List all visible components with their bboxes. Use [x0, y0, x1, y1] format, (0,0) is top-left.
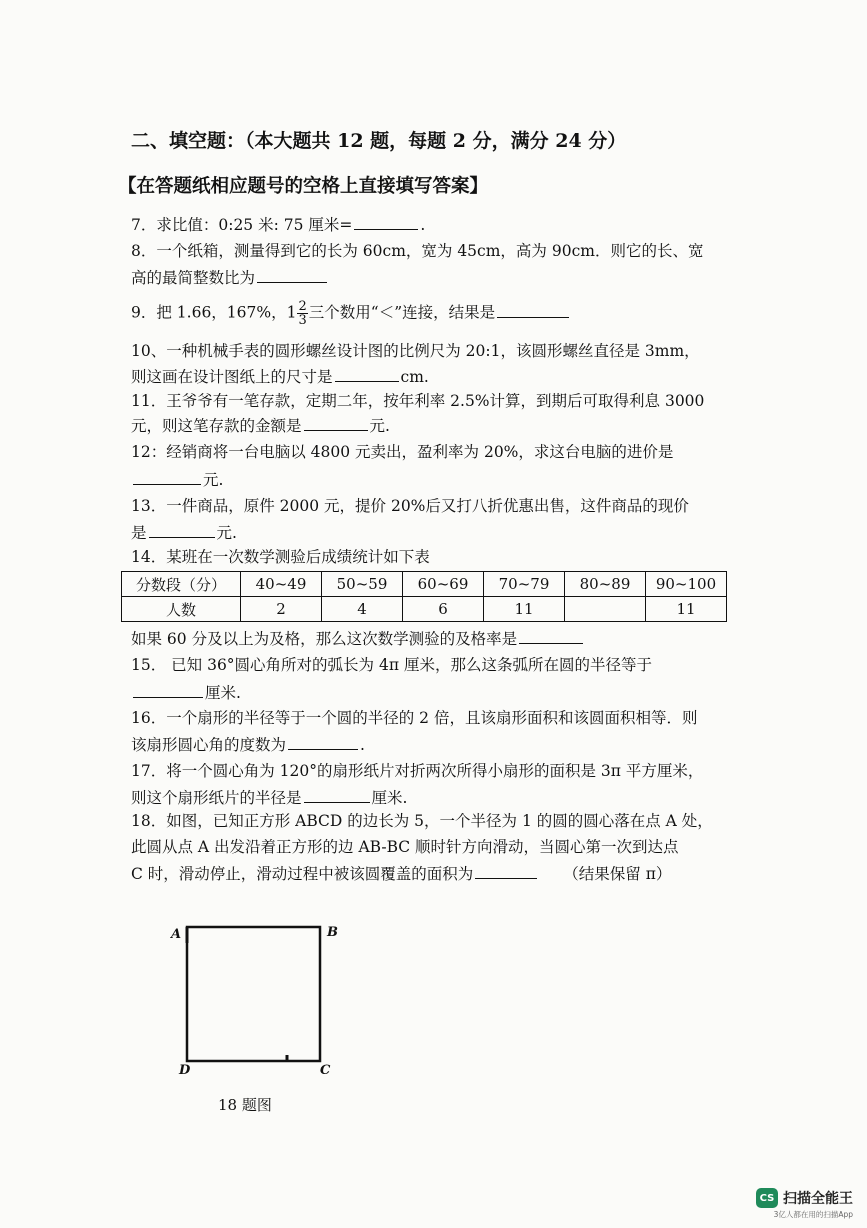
question-12-line1: 12：经销商将一台电脑以 4800 元卖出，盈利率为 20%，求这台电脑的进价是 [131, 443, 674, 461]
answer-blank [133, 681, 203, 698]
square-abcd [187, 927, 320, 1061]
answer-blank [497, 301, 569, 318]
table-cell: 4 [322, 597, 403, 622]
answer-blank [149, 521, 215, 538]
fraction: $\frac{2}{3}$ [298, 299, 307, 328]
question-14-after: 如果 60 分及以上为及格，那么这次数学测验的及格率是 [131, 627, 585, 650]
question-13-line2: 是 元. [131, 521, 237, 544]
label-a: A [171, 927, 182, 942]
answer-blank [335, 365, 399, 382]
question-15-line2: 厘米. [131, 681, 241, 704]
question-17-line1: 17．将一个圆心角为 120°的扇形纸片对折两次所得小扇形的面积是 3π 平方厘米， [131, 762, 704, 780]
question-8-line2: 高的最简整数比为 [131, 266, 329, 289]
question-7: 7．求比值：0:25 米: 75 厘米= . [131, 213, 425, 236]
question-8-line1: 8．一个纸箱，测量得到它的长为 60cm，宽为 45cm，高为 90cm．则它的长、宽 [131, 242, 704, 260]
question-12-line2: 元. [131, 468, 223, 491]
scanner-watermark [756, 1188, 853, 1220]
camscanner-logo-icon: CS [756, 1188, 778, 1208]
score-table [121, 571, 727, 622]
square-figure [165, 915, 365, 1085]
question-18-line1: 18．如图，已知正方形 ABCD 的边长为 5，一个半径为 1 的圆的圆心落在点 A 处， [131, 812, 713, 830]
question-16-line2: 该扇形圆心角的度数为 . [131, 733, 365, 756]
answer-blank [354, 213, 418, 230]
table-cell [565, 597, 646, 622]
answer-blank [519, 627, 583, 644]
question-18-line3: C 时，滑动停止，滑动过程中被该圆覆盖的面积为 （结果保留 π） [131, 862, 671, 885]
watermark-subtitle: 3亿人都在用的扫描App [773, 1210, 853, 1219]
table-cell: 80~89 [565, 572, 646, 597]
table-row [122, 597, 727, 622]
watermark-name: 扫描全能王 [783, 1191, 853, 1207]
question-11-line2: 元，则这笔存款的金额是 元. [131, 414, 390, 437]
answer-blank [304, 414, 368, 431]
table-cell: 90~100 [646, 572, 727, 597]
answer-blank [133, 468, 201, 485]
section-title: 二、填空题：（本大题共 12 题，每题 2 分，满分 24 分） [131, 130, 627, 152]
question-16-line1: 16．一个扇形的半径等于一个圆的半径的 2 倍，且该扇形面积和该圆面积相等．则 [131, 709, 698, 727]
table-cell: 50~59 [322, 572, 403, 597]
table-cell: 人数 [122, 597, 241, 622]
answer-blank [257, 266, 327, 283]
answer-blank [304, 786, 370, 803]
table-header-row [122, 572, 727, 597]
table-cell: 70~79 [484, 572, 565, 597]
table-cell: 11 [646, 597, 727, 622]
table-cell: 2 [241, 597, 322, 622]
question-18-line2: 此圆从点 A 出发沿着正方形的边 AB-BC 顺时针方向滑动，当圆心第一次到达点 [131, 838, 679, 856]
figure-caption: 18 题图 [218, 1096, 272, 1114]
table-cell: 60~69 [403, 572, 484, 597]
question-10-line2: 则这画在设计图纸上的尺寸是 cm. [131, 365, 429, 388]
table-cell: 6 [403, 597, 484, 622]
question-10-line1: 10、一种机械手表的圆形螺丝设计图的比例尺为 20:1，该圆形螺丝直径是 3mm， [131, 342, 700, 360]
label-b: B [327, 925, 338, 940]
question-13-line1: 13．一件商品，原件 2000 元，提价 20%后又打八折优惠出售，这件商品的现价 [131, 497, 689, 515]
answer-blank [288, 733, 358, 750]
question-15-line1: 15． 已知 36°圆心角所对的弧长为 4π 厘米，那么这条弧所在圆的半径等于 [131, 656, 652, 674]
question-17-line2: 则这个扇形纸片的半径是 厘米. [131, 786, 407, 809]
table-cell: 40~49 [241, 572, 322, 597]
table-cell: 11 [484, 597, 565, 622]
label-c: C [320, 1063, 331, 1078]
label-d: D [179, 1063, 191, 1078]
answer-blank [475, 862, 537, 879]
question-9: 9．把 1.66，167%，1 $\frac{2}{3}$ 三个数用“＜”连接，结果是 [131, 300, 571, 327]
square-diagram [165, 915, 365, 1085]
instruction: 【在答题纸相应题号的空格上直接填写答案】 [118, 176, 489, 197]
table-cell: 分数段（分） [122, 572, 241, 597]
question-14: 14．某班在一次数学测验后成绩统计如下表 [131, 548, 430, 566]
question-11-line1: 11．王爷爷有一笔存款，定期二年，按年利率 2.5%计算，到期后可取得利息 3000 [131, 392, 705, 410]
